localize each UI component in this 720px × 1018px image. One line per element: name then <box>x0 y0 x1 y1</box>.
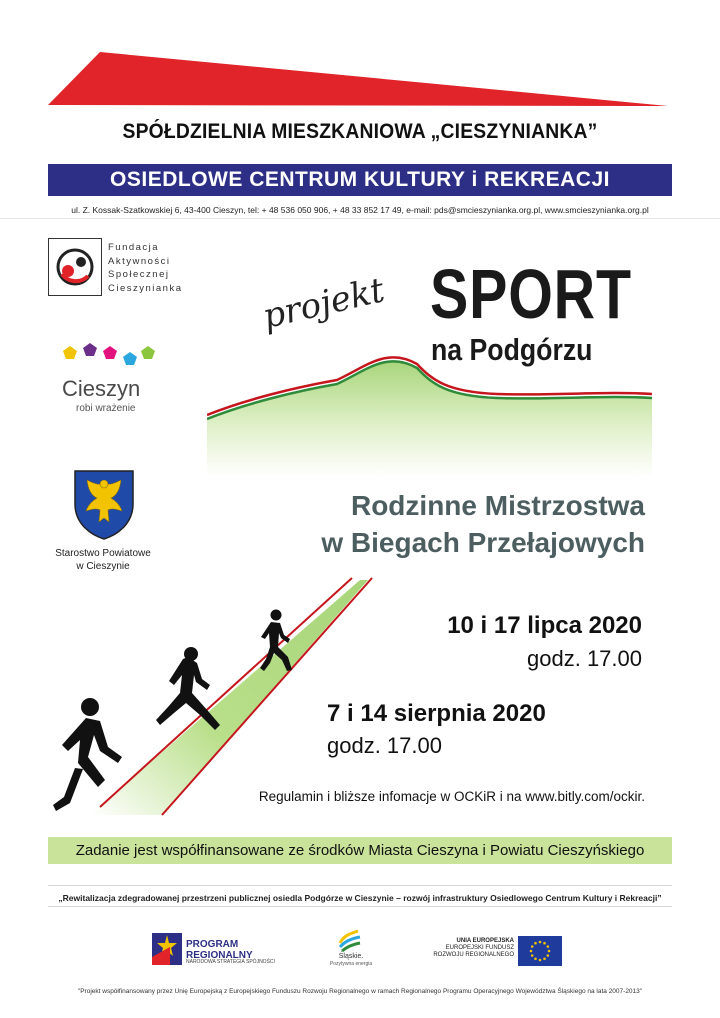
project-title: „Rewitalizacja zdegradowanej przestrzeni publicznej osiedla Podgórze w Cieszynie – rozwój infrastruktury Osiedlowego Centrum Kultury i Rekreacji” <box>58 893 662 903</box>
cofunding-banner: Zadanie jest współfinansowane ze środków Miasta Cieszyna i Powiatu Cieszyńskiego <box>48 837 672 864</box>
event-time-august: godz. 17.00 <box>327 733 442 758</box>
cieszyn-pentagons-logo <box>58 338 158 378</box>
event-time-july: godz. 17.00 <box>527 646 642 671</box>
silesia-logo <box>334 925 364 955</box>
program-regionalny-sub: NARODOWA STRATEGIA SPÓJNOŚCI <box>186 959 275 965</box>
runner-icon-large <box>53 698 122 811</box>
starostwo-name: Starostwo Powiatowe w Cieszynie <box>55 548 151 572</box>
header-divider <box>0 218 720 219</box>
cofinancing-note: "Projekt współfinansowany przez Unię Europejską z Europejskiego Funduszu Rozwoju Regionalnego w ramach Regionalnego Programu Operacyjnego Województwa Śląskiego na lata 2007-2013" <box>77 988 643 995</box>
silesia-name: Śląskie. <box>338 953 364 960</box>
program-regionalny-logo <box>150 927 186 969</box>
footer-divider-top <box>48 885 672 886</box>
cieszyn-slogan: robi wrażenie <box>76 403 136 414</box>
eu-flag-icon <box>518 936 562 966</box>
roof-graphic <box>0 0 720 110</box>
event-date-july: 10 i 17 lipca 2020 <box>447 612 642 639</box>
event-name: Rodzinne Mistrzostwa w Biegach Przełajowych <box>321 490 645 558</box>
regulations-info: Regulamin i bliższe infomacje w OCKiR i na www.bitly.com/ockir. <box>258 789 645 804</box>
center-name-banner: OSIEDLOWE CENTRUM KULTURY i REKREACJI <box>48 164 672 196</box>
fundacja-name: Fundacja Aktywności Społecznej Cieszynianka <box>108 242 183 294</box>
footer-divider-bottom <box>48 906 672 907</box>
eu-fund-name: UNIA EUROPEJSKA EUROPEJSKI FUNDUSZ ROZWOJU REGIONALNEGO <box>433 938 514 958</box>
runner-icon-medium <box>156 647 220 730</box>
sport-title: SPORT <box>430 255 632 333</box>
program-regionalny-name: PROGRAM REGIONALNY <box>186 939 253 961</box>
organization-name: SPÓŁDZIELNIA MIESZKANIOWA „CIESZYNIANKA” <box>122 120 598 143</box>
projekt-label: projekt <box>259 270 389 337</box>
sport-subtitle: na Podgórzu <box>431 332 593 367</box>
contact-address: ul. Z. Kossak-Szatkowskiej 6, 43-400 Cieszyn, tel: + 48 536 050 906, + 48 33 852 17 49, e-mail: pds@smcieszynianka.org.pl, www.smcieszynianka.org.pl <box>71 205 649 215</box>
event-date-august: 7 i 14 sierpnia 2020 <box>327 700 546 727</box>
silesia-slogan: Pozytywna energia <box>329 961 373 967</box>
fundacja-logo <box>48 238 102 296</box>
coat-of-arms-icon <box>73 468 135 540</box>
cieszyn-name: Cieszyn <box>62 376 141 401</box>
